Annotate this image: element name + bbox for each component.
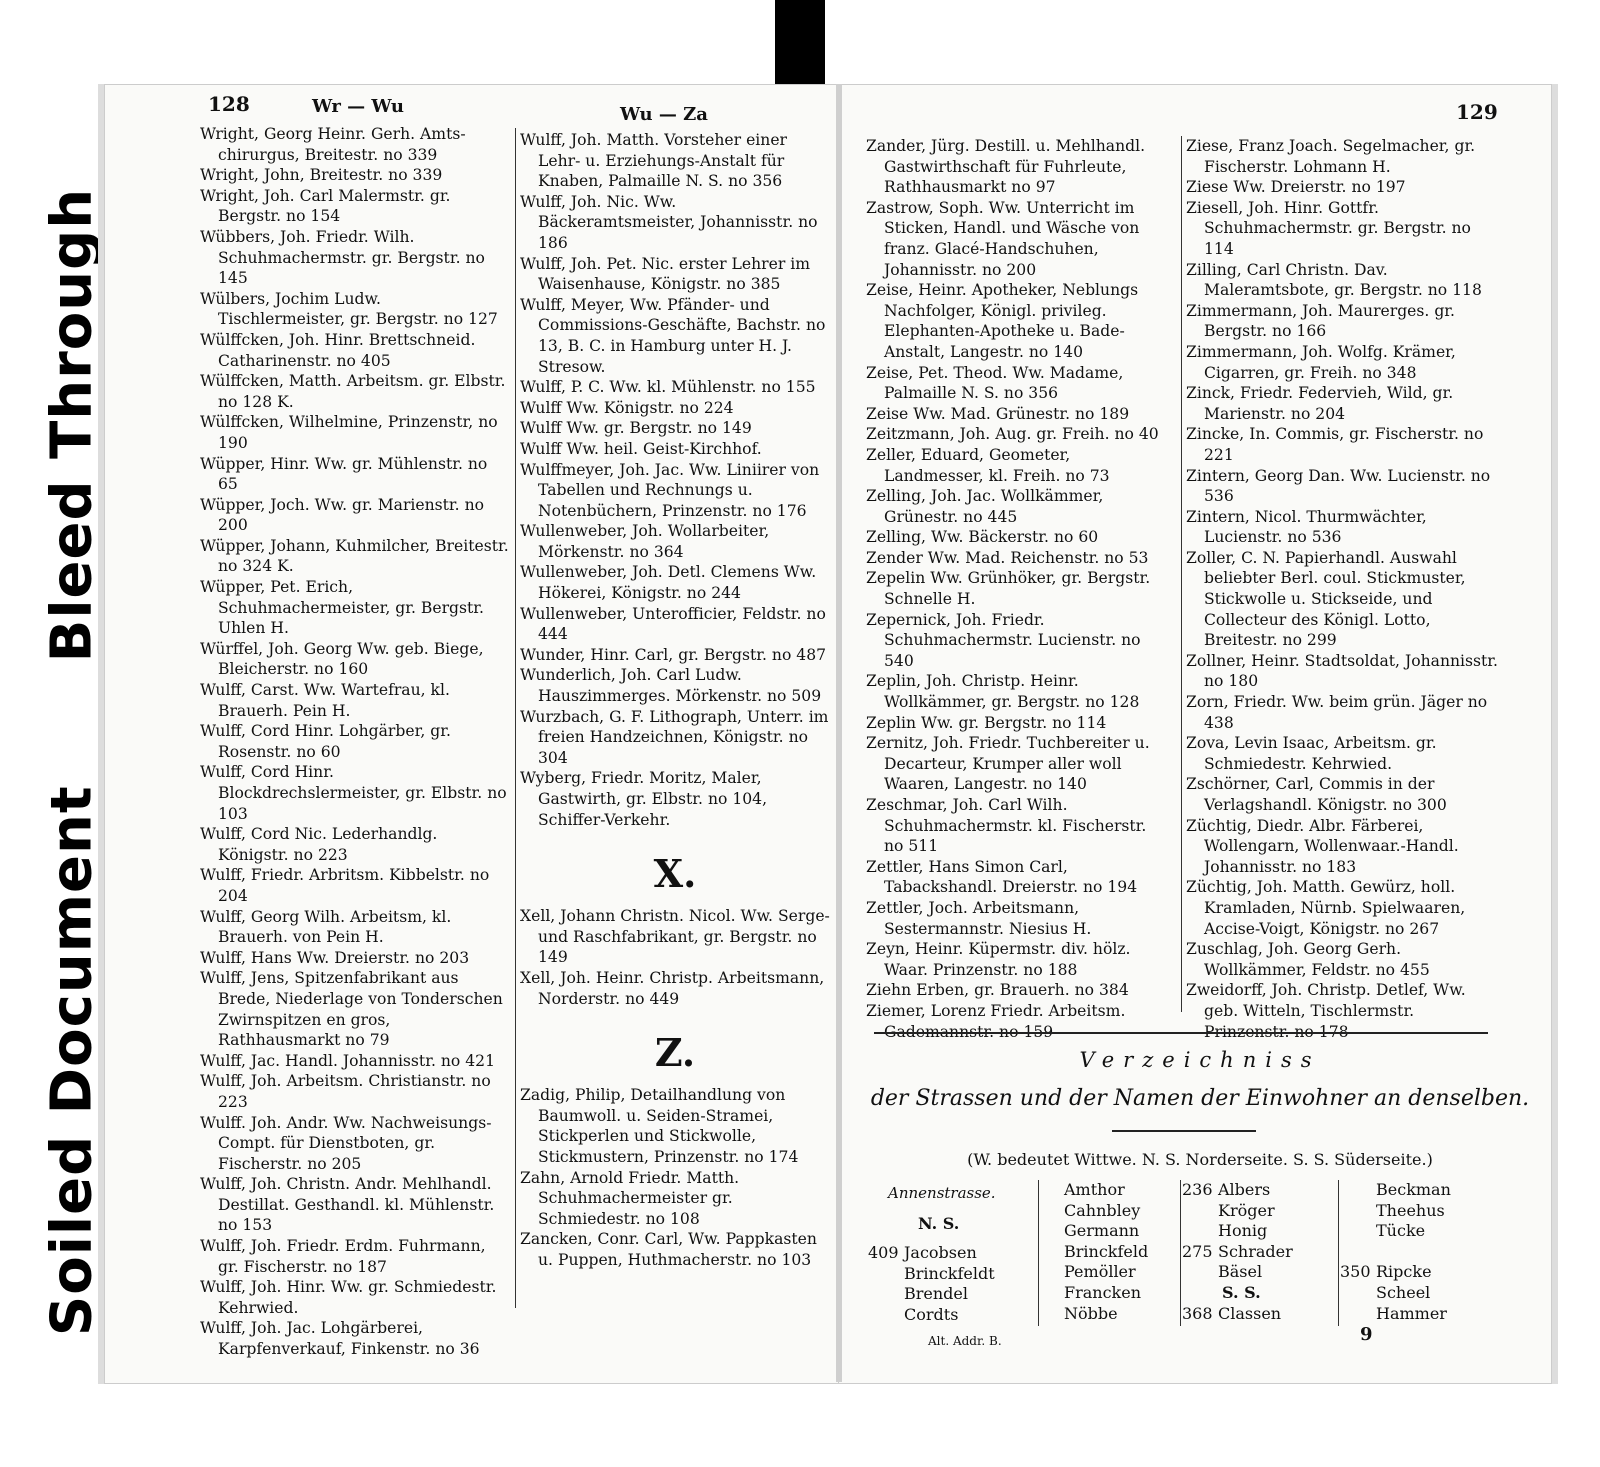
- right-column-2: [1186, 136, 1504, 1042]
- resident-row: Brinckfeld: [1064, 1241, 1149, 1261]
- street-column-2: [1064, 1180, 1174, 1324]
- directory-entry: Zettler, Joch. Arbeitsmann, Sestermannstr. Niesius H.: [866, 898, 1092, 938]
- directory-entry: Zeitzmann, Joh. Aug. gr. Freih. no 40: [866, 425, 1159, 444]
- resident-row: Cahnbley: [1064, 1200, 1141, 1220]
- directory-entry: Wulff Ww. heil. Geist-Kirchhof.: [520, 439, 762, 458]
- side-south-label: S. S.: [1222, 1283, 1261, 1302]
- directory-entry: Zander, Jürg. Destill. u. Mehlhandl. Gastwirthschaft für Fuhrleute, Rathhausmarkt no 97: [866, 137, 1146, 197]
- directory-entry: Wulff, Joh. Jac. Lohgärberei, Karpfenverkauf, Finkenstr. no 36: [200, 1319, 480, 1359]
- directory-entry: Wülffcken, Wilhelmine, Prinzenstr, no 190: [200, 413, 498, 452]
- left-column-1: [200, 124, 510, 1360]
- resident-name: Albers: [1218, 1180, 1271, 1199]
- resident-name: Brinckfeldt: [904, 1263, 995, 1283]
- directory-entry: Wulff Ww. gr. Bergstr. no 149: [520, 419, 752, 438]
- directory-entry: Wülbers, Jochim Ludw. Tischlermeister, gr. Bergstr. no 127: [200, 289, 498, 329]
- directory-entry: Wulff, Cord Hinr. Lohgärber, gr. Rosenstr. no 60: [200, 722, 451, 761]
- directory-entry: Wulff, Cord Nic. Lederhandlg. Königstr. no 223: [200, 825, 438, 864]
- resident-name: Theehus: [1376, 1200, 1445, 1220]
- directory-entry: Wüpper, Pet. Erich, Schuhmachermeister, gr. Bergstr. Uhlen H.: [200, 578, 484, 638]
- directory-entry: Wüpper, Hinr. Ww. gr. Mühlenstr. no 65: [200, 454, 488, 494]
- resident-name: Beckman: [1376, 1180, 1451, 1199]
- sheet-number: 9: [1360, 1324, 1373, 1345]
- directory-entry: Zernitz, Joh. Friedr. Tuchbereiter u. Decarteur, Krumper aller woll Waaren, Langestr. no 140: [866, 734, 1150, 794]
- resident-row: Nöbbe: [1064, 1303, 1118, 1323]
- resident-row: [1340, 1201, 1500, 1222]
- directory-entry: Wüpper, Joch. Ww. gr. Marienstr. no 200: [200, 495, 485, 535]
- resident-row: [868, 1305, 1038, 1326]
- directory-entry: Wülffcken, Joh. Hinr. Brettschneid. Catharinenstr. no 405: [200, 330, 476, 370]
- resident-row: Pemöller: [1064, 1262, 1136, 1282]
- directory-entry: Ziemer, Lorenz Friedr. Arbeitsm.: [866, 1001, 1126, 1020]
- resident-row: [868, 1264, 1038, 1285]
- directory-entry: Ziehn Erben, gr. Brauerh. no 384: [866, 981, 1129, 1000]
- resident-row: Germann: [1064, 1221, 1140, 1241]
- resident-row: [1340, 1221, 1500, 1242]
- directory-entry: Zelling, Joh. Jac. Wollkämmer, Grünestr. no 445: [866, 487, 1104, 526]
- directory-entry: Zova, Levin Isaac, Arbeitsm. gr. Schmiedestr. Kehrwied.: [1186, 734, 1437, 773]
- resident-row: [1182, 1221, 1332, 1242]
- directory-entry: Zeller, Eduard, Geometer, Landmesser, kl. Freih. no 73: [866, 445, 1110, 485]
- resident-row: [1340, 1180, 1500, 1201]
- house-number: 350: [1340, 1262, 1371, 1282]
- directory-entry: Zschörner, Carl, Commis in der Verlagshandl. Königstr. no 300: [1186, 775, 1447, 814]
- resident-row: [1182, 1201, 1332, 1222]
- street-column-1: [868, 1243, 1038, 1325]
- directory-entry: Wulff, Jac. Handl. Johannisstr. no 421: [200, 1051, 496, 1070]
- directory-entry: Zimmermann, Joh. Wolfg. Krämer, Cigarren, gr. Freih. no 348: [1186, 342, 1456, 382]
- left-col2-running-head: Wu — Za: [620, 104, 708, 125]
- directory-entry: Zepernick, Joh. Friedr. Schuhmachermstr. Lucienstr. no 540: [866, 610, 1141, 670]
- resident-name: Hammer: [1376, 1303, 1447, 1323]
- resident-row: [868, 1243, 1038, 1264]
- page-gutter: [836, 84, 842, 1382]
- directory-entry: Wulff, Joh. Arbeitsm. Christianstr. no 223: [200, 1072, 491, 1111]
- column-rule: [515, 128, 516, 1308]
- resident-row: [1182, 1180, 1332, 1201]
- directory-entry: Zadig, Philip, Detailhandlung von Baumwoll. u. Seiden-Stramei, Stickperlen und Stickwolle, Stickmustern, Prinzenstr. no 174: [520, 1086, 799, 1166]
- directory-entry: Wulff, Joh. Matth. Vorsteher einer Lehr- u. Erziehungs-Anstalt für Knaben, Palmaille N. S. no 356: [520, 131, 788, 191]
- directory-entry: Wullenweber, Joh. Detl. Clemens Ww. Hökerei, Königstr. no 244: [520, 563, 817, 603]
- directory-entry: Zeyn, Heinr. Küpermstr. div. hölz. Waar. Prinzenstr. no 188: [866, 940, 1131, 979]
- directory-entry: Wulff, Joh. Hinr. Ww. gr. Schmiedestr. Kehrwied.: [200, 1278, 497, 1317]
- resident-name: Bäsel: [1218, 1262, 1263, 1282]
- resident-row: [1340, 1304, 1500, 1325]
- directory-entry: Wulff, Joh. Pet. Nic. erster Lehrer im Waisenhause, Königstr. no 385: [520, 254, 811, 294]
- resident-name: Ripcke: [1376, 1262, 1432, 1282]
- directory-entry: Zeise, Heinr. Apotheker, Neblungs Nachfolger, Königl. privileg. Elephanten-Apotheke u. Bade-Anstalt, Langestr. no 140: [866, 281, 1139, 361]
- directory-entry: Züchtig, Diedr. Albr. Färberei, Wollengarn, Wollenwaar.-Handl. Johannisstr. no 183: [1186, 816, 1459, 876]
- left-running-head: Wr — Wu: [312, 96, 404, 117]
- right-page-number: 129: [1456, 100, 1498, 124]
- directory-entry: Zeplin, Joh. Christp. Heinr. Wollkämmer, gr. Bergstr. no 128: [866, 672, 1140, 712]
- column-rule: [1338, 1180, 1339, 1326]
- resident-row: [1340, 1262, 1500, 1283]
- directory-entry: Zender Ww. Mad. Reichenstr. no 53: [866, 548, 1149, 567]
- directory-entry: Zeplin Ww. gr. Bergstr. no 114: [866, 713, 1107, 732]
- resident-name: Scheel: [1376, 1282, 1431, 1302]
- directory-entry: Wulff, Joh. Friedr. Erdm. Fuhrmann, gr. Fischerstr. no 187: [200, 1237, 486, 1276]
- house-number: 368: [1182, 1303, 1213, 1323]
- directory-entry: Zintern, Nicol. Thurmwächter, Lucienstr. no 536: [1186, 507, 1427, 547]
- directory-entry: Zilling, Carl Christn. Dav. Maleramtsbote, gr. Bergstr. no 118: [1186, 260, 1482, 300]
- resident-name: Jacobsen: [904, 1243, 977, 1262]
- column-rule: [1181, 136, 1182, 1012]
- directory-entry: Wurzbach, G. F. Lithograph, Unterr. im freien Handzeichnen, Königstr. no 304: [520, 707, 829, 767]
- directory-entry: Zepelin Ww. Grünhöker, gr. Bergstr. Schnelle H.: [866, 569, 1151, 609]
- resident-row: [868, 1284, 1038, 1305]
- right-column-1: [866, 136, 1166, 1042]
- resident-name: Schrader: [1218, 1241, 1293, 1261]
- resident-row: [1340, 1242, 1500, 1263]
- left-column-2: [520, 130, 830, 1271]
- directory-entry: Xell, Joh. Heinr. Christp. Arbeitsmann, Norderstr. no 449: [520, 968, 825, 1008]
- street-name: Annenstrasse.: [888, 1184, 996, 1202]
- directory-entry: Wübbers, Joh. Friedr. Wilh. Schuhmachermstr. gr. Bergstr. no 145: [200, 227, 485, 288]
- directory-entry: Wunderlich, Joh. Carl Ludw. Hauszimmerges. Mörkenstr. no 509: [520, 666, 822, 706]
- signature-mark: Alt. Addr. B.: [928, 1334, 1002, 1348]
- section-rule: [874, 1032, 1488, 1034]
- directory-entry: Zeschmar, Joh. Carl Wilh. Schuhmachermstr. kl. Fischerstr. no 511: [866, 796, 1147, 856]
- resident-row: [1182, 1262, 1332, 1283]
- directory-entry: Wyberg, Friedr. Moritz, Maler, Gastwirth, gr. Elbstr. no 104, Schiffer-Verkehr.: [520, 769, 768, 829]
- directory-entry: Zorn, Friedr. Ww. beim grün. Jäger no 438: [1186, 693, 1488, 732]
- directory-entry: Wulff, Carst. Ww. Wartefrau, kl. Brauerh. Pein H.: [200, 681, 450, 720]
- directory-entry: Wulff. Joh. Andr. Ww. Nachweisungs-Compt. für Dienstboten, gr. Fischerstr. no 205: [200, 1113, 492, 1173]
- directory-entry: Wulff, Joh. Christn. Andr. Mehlhandl. Destillat. Gesthandl. kl. Mühlenstr. no 153: [200, 1175, 495, 1235]
- section-letter: Z.: [654, 1030, 696, 1076]
- section-letter: X.: [653, 851, 697, 897]
- house-number: 275: [1182, 1241, 1213, 1261]
- left-page-number: 128: [208, 92, 250, 116]
- column-rule: [1038, 1180, 1039, 1326]
- directory-entry: Wunder, Hinr. Carl, gr. Bergstr. no 487: [520, 645, 827, 664]
- directory-entry: Wulff, Jens, Spitzenfabrikant aus Brede, Niederlage von Tonderschen Zwirnspitzen en gros, Rathhausmarkt no 79: [200, 969, 503, 1050]
- directory-entry: Wulff Ww. Königstr. no 224: [520, 398, 734, 417]
- directory-entry: Zuschlag, Joh. Georg Gerh. Wollkämmer, Feldstr. no 455: [1186, 940, 1430, 979]
- directory-entry: Wüpper, Johann, Kuhmilcher, Breitestr. no 324 K.: [200, 536, 509, 576]
- directory-entry: Ziesell, Joh. Hinr. Gottfr. Schuhmachermstr. gr. Bergstr. no 114: [1186, 198, 1471, 258]
- directory-entry: Zastrow, Soph. Ww. Unterricht im Sticken, Handl. und Wäsche von franz. Glacé-Handschuhen, Johannisstr. no 200: [866, 198, 1140, 279]
- directory-entry: Wülffcken, Matth. Arbeitsm. gr. Elbstr. no 128 K.: [200, 372, 506, 411]
- directory-entry: Ziese Ww. Dreierstr. no 197: [1186, 178, 1406, 197]
- resident-name: Cordts: [904, 1304, 959, 1324]
- directory-entry: Zinck, Friedr. Federvieh, Wild, gr. Marienstr. no 204: [1186, 384, 1454, 423]
- directory-entry: Zancken, Conr. Carl, Ww. Pappkasten u. Puppen, Huthmacherstr. no 103: [520, 1230, 817, 1269]
- directory-entry: Zettler, Hans Simon Carl, Tabackshandl. Dreierstr. no 194: [866, 857, 1138, 897]
- resident-row: [1182, 1304, 1332, 1325]
- short-rule: [1112, 1130, 1256, 1132]
- directory-entry: Zweidorff, Joh. Christp. Detlef, Ww. geb. Witteln, Tischlermstr.: [1186, 981, 1466, 1020]
- resident-row: [1182, 1242, 1332, 1263]
- directory-entry: Züchtig, Joh. Matth. Gewürz, holl. Kramladen, Nürnb. Spielwaaren, Accise-Voigt, Königstr. no 267: [1186, 878, 1466, 938]
- directory-entry: Wullenweber, Unterofficier, Feldstr. no 444: [520, 604, 826, 644]
- house-number: 236: [1182, 1180, 1213, 1199]
- directory-entry: Zollner, Heinr. Stadtsoldat, Johannisstr. no 180: [1186, 651, 1498, 691]
- resident-name: Kröger: [1218, 1200, 1275, 1220]
- side-north-label: N. S.: [918, 1214, 960, 1233]
- directory-entry: Ziese, Franz Joach. Segelmacher, gr. Fischerstr. Lohmann H.: [1186, 137, 1476, 176]
- directory-entry: Wulff, Georg Wilh. Arbeitsm, kl. Brauerh. von Pein H.: [200, 907, 452, 947]
- column-rule: [1180, 1180, 1181, 1326]
- directory-entry: Wulff, P. C. Ww. kl. Mühlenstr. no 155: [520, 378, 816, 397]
- directory-entry: Wulff, Joh. Nic. Ww. Bäckeramtsmeister, Johannisstr. no 186: [520, 192, 818, 252]
- resident-row: Francken: [1064, 1282, 1142, 1302]
- directory-entry: Wright, John, Breitestr. no 339: [200, 166, 443, 185]
- directory-entry: Wright, Georg Heinr. Gerh. Amts-chirurgus, Breitestr. no 339: [200, 125, 466, 164]
- resident-name: Classen: [1218, 1303, 1282, 1323]
- directory-entry: Wright, Joh. Carl Malermstr. gr. Bergstr. no 154: [200, 186, 451, 226]
- bleed-text: Bleed Through: [39, 187, 105, 663]
- directory-entry: Wulff, Hans Ww. Dreierstr. no 203: [200, 948, 470, 967]
- directory-entry: Zelling, Ww. Bäckerstr. no 60: [866, 528, 1099, 547]
- directory-entry: Zintern, Georg Dan. Ww. Lucienstr. no 536: [1186, 466, 1491, 506]
- directory-entry: Wulff, Cord Hinr. Blockdrechslermeister, gr. Elbstr. no 103: [200, 763, 507, 823]
- verzeichniss-title: Verzeichniss: [1079, 1048, 1321, 1072]
- resident-name: Honig: [1218, 1221, 1268, 1241]
- street-column-4: [1340, 1180, 1500, 1324]
- resident-row: [1340, 1283, 1500, 1304]
- directory-entry: Zincke, In. Commis, gr. Fischerstr. no 221: [1186, 425, 1484, 464]
- abbreviation-legend: (W. bedeutet Wittwe. N. S. Norderseite. S. S. Süderseite.): [967, 1150, 1433, 1169]
- directory-entry: Wulffmeyer, Joh. Jac. Ww. Liniirer von Tabellen und Rechnungs u. Notenbüchern, Prinzenstr. no 176: [520, 460, 820, 520]
- directory-entry: Zahn, Arnold Friedr. Matth. Schuhmachermeister gr. Schmiedestr. no 108: [520, 1168, 740, 1228]
- house-number: 409: [868, 1243, 899, 1262]
- resident-name: Brendel: [904, 1284, 969, 1304]
- directory-entry: Zeise Ww. Mad. Grünestr. no 189: [866, 404, 1130, 423]
- directory-entry: Würffel, Joh. Georg Ww. geb. Biege, Bleicherstr. no 160: [200, 639, 484, 679]
- resident-name: Tücke: [1376, 1221, 1426, 1241]
- directory-entry: Zoller, C. N. Papierhandl. Auswahl beliebter Berl. coul. Stickmuster, Stickwolle u. Stickseide, und Collecteur des Königl. Lotto, Breitestr. no 299: [1186, 548, 1466, 650]
- verzeichniss-subtitle: der Strassen und der Namen der Einwohner an denselben.: [870, 1086, 1530, 1111]
- directory-entry: Wulff, Meyer, Ww. Pfänder- und Commissions-Geschäfte, Bachstr. no 13, B. C. in Hamburg unter H. J. Stresow.: [520, 295, 826, 376]
- directory-entry: Wullenweber, Joh. Wollarbeiter, Mörkenstr. no 364: [520, 522, 770, 561]
- directory-entry: Wulff, Friedr. Arbritsm. Kibbelstr. no 204: [200, 866, 490, 905]
- directory-entry: Xell, Johann Christn. Nicol. Ww. Serge- und Raschfabrikant, gr. Bergstr. no 149: [520, 907, 830, 967]
- resident-row: Amthor: [1064, 1180, 1125, 1199]
- soiled-text: Soiled Document: [39, 785, 105, 1337]
- directory-entry: Zimmermann, Joh. Maurerges. gr. Bergstr. no 166: [1186, 301, 1456, 341]
- directory-entry: Zeise, Pet. Theod. Ww. Madame, Palmaille N. S. no 356: [866, 363, 1124, 403]
